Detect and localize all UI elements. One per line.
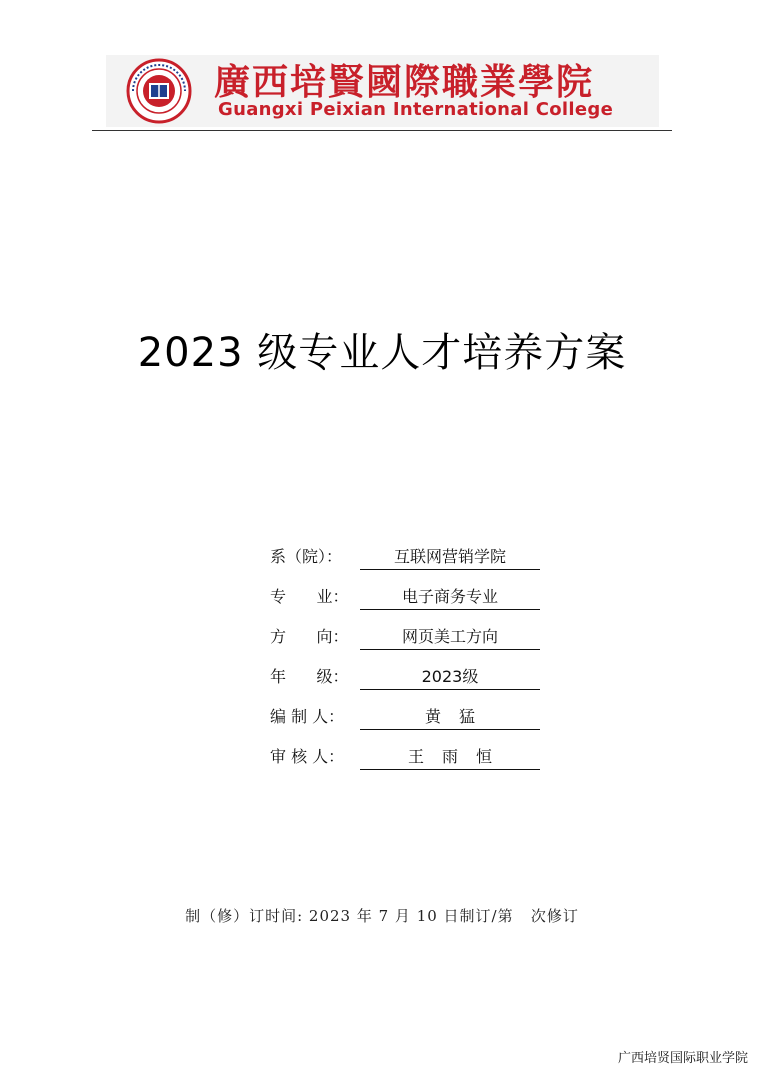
compiler-value — [360, 705, 540, 730]
direction-label: 方 向： — [270, 627, 349, 646]
reviewer-label: 审 核 人： — [270, 747, 345, 766]
reviewer-name-part: 雨 — [441, 747, 458, 766]
major-label: 专 业： — [270, 587, 349, 606]
direction-value: 网页美工方向 — [360, 625, 540, 650]
reviewer-name-part: 恒 — [476, 747, 493, 766]
college-seal-logo — [114, 58, 204, 124]
reviewer-value — [360, 745, 540, 770]
document-title: 2023 级专业人才培养方案 — [137, 330, 627, 376]
header-divider — [92, 130, 672, 131]
compiler-name-part: 黄 — [424, 707, 441, 726]
grade-value: 2023级 — [360, 665, 540, 690]
revision-date-line: 制（修）订时间: 2023 年 7 月 10 日制订/第 次修订 — [185, 907, 579, 925]
compiler-label: 编 制 人： — [270, 707, 345, 726]
college-banner — [106, 55, 659, 127]
compiler-name-part: 猛 — [459, 707, 476, 726]
reviewer-name-part: 王 — [407, 747, 424, 766]
major-value: 电子商务专业 — [360, 585, 540, 610]
page-footer: 广西培贤国际职业学院 — [617, 1051, 748, 1066]
department-value: 互联网营销学院 — [360, 545, 540, 570]
department-label: 系（院）： — [270, 547, 343, 566]
grade-label: 年 级： — [270, 667, 349, 686]
college-name-english: Guangxi Peixian International College — [218, 99, 614, 120]
college-name-chinese: 廣西培賢國際職業學院 — [214, 61, 595, 103]
